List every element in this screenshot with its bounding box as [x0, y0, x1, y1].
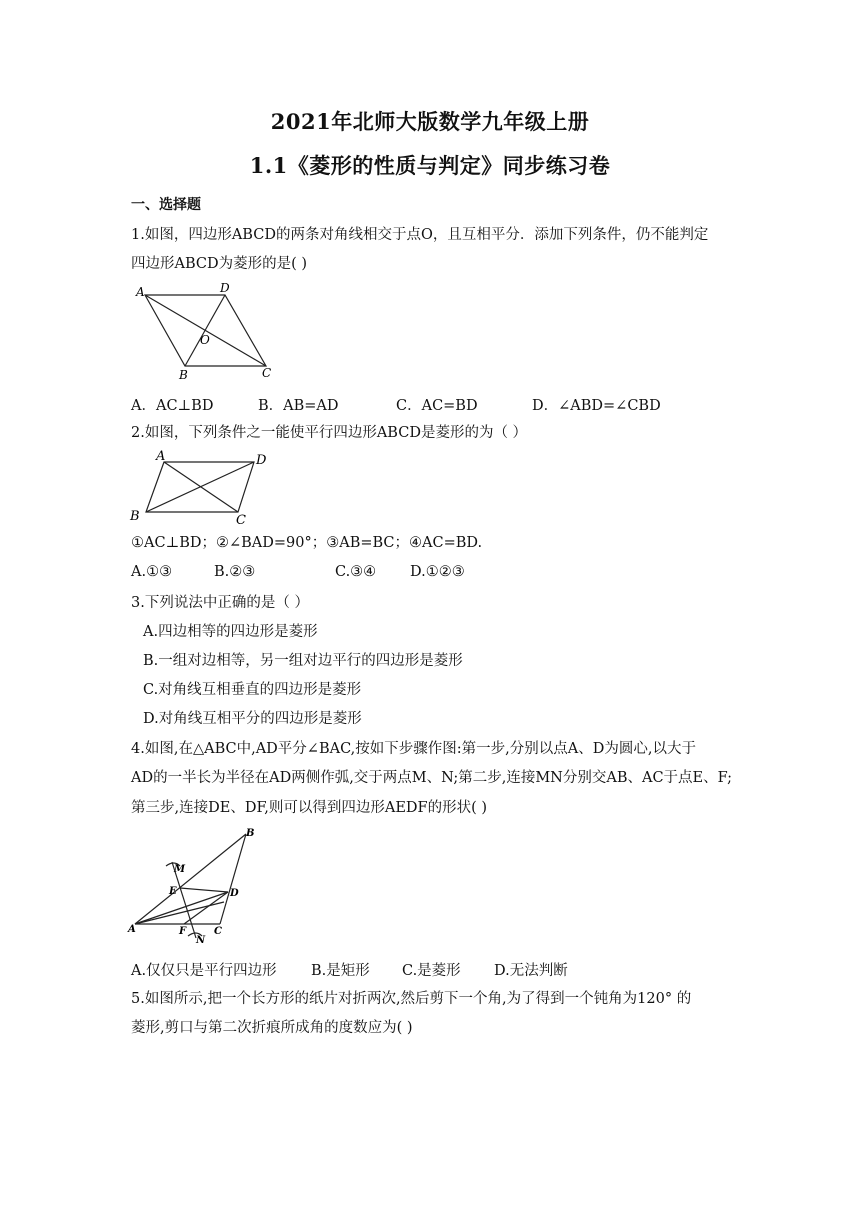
q3-option-b[interactable]: B.一组对边相等，另一组对边平行的四边形是菱形 [143, 653, 463, 669]
q1-figure-rhombus [130, 282, 280, 382]
q2-figure-parallelogram [128, 448, 278, 528]
q4-label-b: B [246, 828, 255, 839]
q2-stem-line1: 2.如图，下列条件之一能使平行四边形ABCD是菱形的为（ ） [131, 425, 528, 441]
q1-stem-line2: 四边形ABCD为菱形的是( ) [131, 256, 308, 272]
q2-option-d[interactable]: D.①②③ [410, 564, 465, 580]
q2-label-b: B [130, 509, 140, 524]
q4-label-c: C [214, 926, 222, 937]
q3-option-a[interactable]: A.四边相等的四边形是菱形 [143, 624, 318, 640]
q1-label-b: B [179, 368, 188, 382]
q4-label-a: A [128, 924, 136, 935]
q1-label-d: D [220, 281, 230, 295]
q4-figure-construction [128, 826, 263, 946]
q2-conditions: ①AC⊥BD；②∠BAD=90°；③AB=BC；④AC=BD. [131, 535, 483, 551]
q1-label-o: O [200, 333, 210, 347]
q1-label-c: C [262, 366, 272, 380]
q4-stem-line3: 第三步,连接DE、DF,则可以得到四边形AEDF的形状( ) [131, 800, 488, 816]
q4-option-d[interactable]: D.无法判断 [494, 963, 568, 979]
q4-stem-line2: AD的一半长为半径在AD两侧作弧,交于两点M、N;第二步,连接MN分别交AB、AC于点E、F; [131, 770, 733, 786]
q3-option-c[interactable]: C.对角线互相垂直的四边形是菱形 [143, 682, 362, 698]
q2-option-a[interactable]: A.①③ [131, 564, 173, 580]
q1-stem-line1: 1.如图，四边形ABCD的两条对角线相交于点O，且互相平分．添加下列条件，仍不能判定 [131, 227, 709, 243]
q3-option-d[interactable]: D.对角线互相平分的四边形是菱形 [143, 711, 362, 727]
q1-option-a[interactable]: A．AC⊥BD [131, 398, 214, 414]
q1-option-c[interactable]: C．AC=BD [396, 398, 478, 414]
q2-label-d: D [256, 453, 267, 468]
q4-option-a[interactable]: A.仅仅只是平行四边形 [131, 963, 277, 979]
q2-option-b[interactable]: B.②③ [214, 564, 256, 580]
document-subtitle: 1.1《菱形的性质与判定》同步练习卷 [249, 153, 611, 178]
q4-label-d: D [230, 888, 239, 899]
q1-option-d[interactable]: D．∠ABD=∠CBD [532, 398, 661, 414]
q2-label-c: C [236, 513, 246, 528]
section-heading: 一、选择题 [131, 197, 201, 213]
q4-stem-line1: 4.如图,在△ABC中,AD平分∠BAC,按如下步骤作图:第一步,分别以点A、D为圆心,以大于 [131, 741, 696, 757]
q4-label-m: M [174, 864, 186, 875]
q1-option-b[interactable]: B．AB=AD [258, 398, 339, 414]
q4-label-e: E [169, 886, 177, 897]
q4-label-f: F [179, 926, 187, 937]
q4-option-b[interactable]: B.是矩形 [311, 963, 370, 979]
document-title: 2021年北师大版数学九年级上册 [270, 109, 590, 134]
q1-label-a: A [136, 285, 145, 299]
q5-stem-line1: 5.如图所示,把一个长方形的纸片对折两次,然后剪下一个角,为了得到一个钝角为120° 的 [131, 991, 692, 1007]
q3-stem: 3.下列说法中正确的是（ ） [131, 595, 309, 611]
q4-option-c[interactable]: C.是菱形 [402, 963, 461, 979]
q5-stem-line2: 菱形,剪口与第二次折痕所成角的度数应为( ) [131, 1020, 413, 1036]
q4-label-n: N [196, 935, 206, 946]
q2-option-c[interactable]: C.③④ [335, 564, 377, 580]
q2-label-a: A [156, 449, 166, 464]
